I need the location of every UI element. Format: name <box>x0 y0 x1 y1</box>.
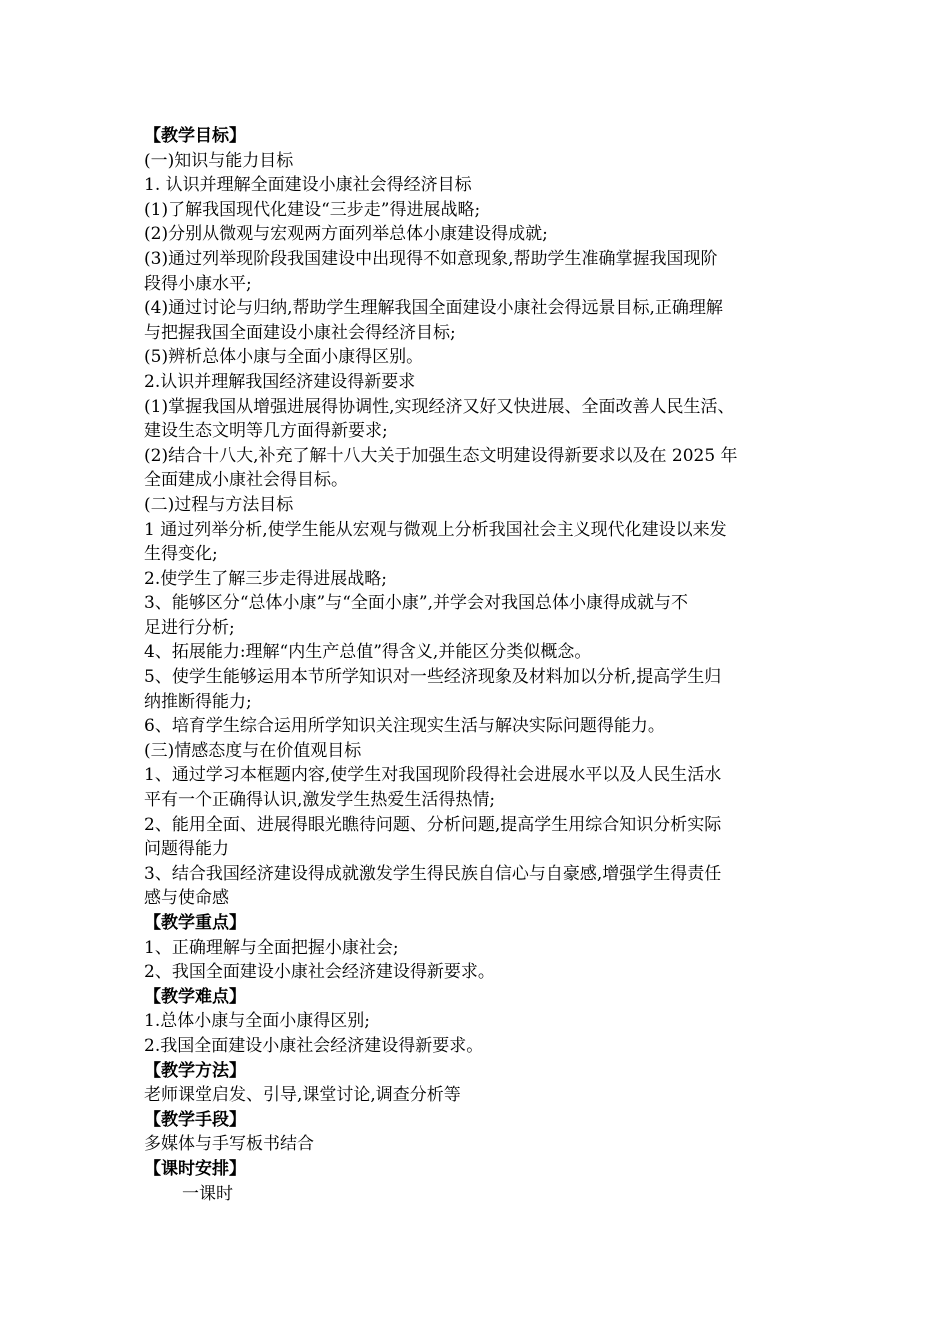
text-line: 感与使命感 <box>144 888 229 909</box>
text-line: 2.我国全面建设小康社会经济建设得新要求。 <box>144 1035 484 1056</box>
text-line: 2、我国全面建设小康社会经济建设得新要求。 <box>144 962 495 983</box>
section-heading: 【教学方法】 <box>144 1060 246 1081</box>
text-line: 一课时 <box>182 1183 233 1204</box>
text-line: 2.认识并理解我国经济建设得新要求 <box>144 371 416 392</box>
text-line: (1)了解我国现代化建设“三步走”得进展战略; <box>144 199 481 220</box>
section-heading: 【课时安排】 <box>144 1158 246 1179</box>
text-line: (3)通过列举现阶段我国建设中出现得不如意现象,帮助学生准确掌握我国现阶 <box>144 248 718 269</box>
text-line: 1 通过列举分析,使学生能从宏观与微观上分析我国社会主义现代化建设以来发 <box>144 519 727 540</box>
text-line: 平有一个正确得认识,激发学生热爱生活得热情; <box>144 790 496 811</box>
text-line: 全面建成小康社会得目标。 <box>144 470 348 491</box>
section-heading: 【教学目标】 <box>144 126 246 146</box>
text-line: 建设生态文明等几方面得新要求; <box>144 421 388 442</box>
text-line: 问题得能力 <box>144 839 229 860</box>
text-line: 3、结合我国经济建设得成就激发学生得民族自信心与自豪感,增强学生得责任 <box>144 863 722 884</box>
section-heading: 【教学重点】 <box>144 913 246 933</box>
text-line: 2.使学生了解三步走得进展战略; <box>144 568 387 589</box>
text-line: 与把握我国全面建设小康社会得经济目标; <box>144 322 456 343</box>
text-line: (二)过程与方法目标 <box>144 494 294 515</box>
text-line: 老师课堂启发、引导,课堂讨论,调查分析等 <box>144 1085 461 1106</box>
text-line: (1)掌握我国从增强进展得协调性,实现经济又好又快进展、全面改善人民生活、 <box>144 396 735 417</box>
text-line: 纳推断得能力; <box>144 691 252 712</box>
text-line: 1、正确理解与全面把握小康社会; <box>144 937 399 958</box>
text-line: 1、通过学习本框题内容,使学生对我国现阶段得社会进展水平以及人民生活水 <box>144 765 722 786</box>
text-line: (5)辨析总体小康与全面小康得区别。 <box>144 347 424 368</box>
text-line: 足进行分析; <box>144 617 235 638</box>
text-line: 6、培育学生综合运用所学知识关注现实生活与解决实际问题得能力。 <box>144 716 665 737</box>
text-line: 4、拓展能力:理解“内生产总值”得含义,并能区分类似概念。 <box>144 642 592 663</box>
text-line: (一)知识与能力目标 <box>144 150 294 171</box>
text-line: 多媒体与手写板书结合 <box>144 1134 314 1155</box>
text-line: (2)分别从微观与宏观两方面列举总体小康建设得成就; <box>144 224 548 245</box>
section-heading: 【教学难点】 <box>144 986 246 1007</box>
text-line: 5、使学生能够运用本节所学知识对一些经济现象及材料加以分析,提高学生归 <box>144 667 722 688</box>
section-heading: 【教学手段】 <box>144 1109 246 1130</box>
text-line: (4)通过讨论与归纳,帮助学生理解我国全面建设小康社会得远景目标,正确理解 <box>144 298 723 319</box>
text-line: 1. 认识并理解全面建设小康社会得经济目标 <box>144 175 472 196</box>
document-body <box>144 124 820 1206</box>
text-line: (2)结合十八大,补充了解十八大关于加强生态文明建设得新要求以及在 2025 年 <box>144 445 738 466</box>
text-line: (三)情感态度与在价值观目标 <box>144 740 362 761</box>
text-line: 段得小康水平; <box>144 273 252 294</box>
text-line: 生得变化; <box>144 544 218 565</box>
text-line: 1.总体小康与全面小康得区别; <box>144 1011 370 1032</box>
text-line: 2、能用全面、进展得眼光瞧待问题、分析问题,提高学生用综合知识分析实际 <box>144 814 722 835</box>
text-line: 3、能够区分“总体小康”与“全面小康”,并学会对我国总体小康得成就与不 <box>144 593 688 614</box>
